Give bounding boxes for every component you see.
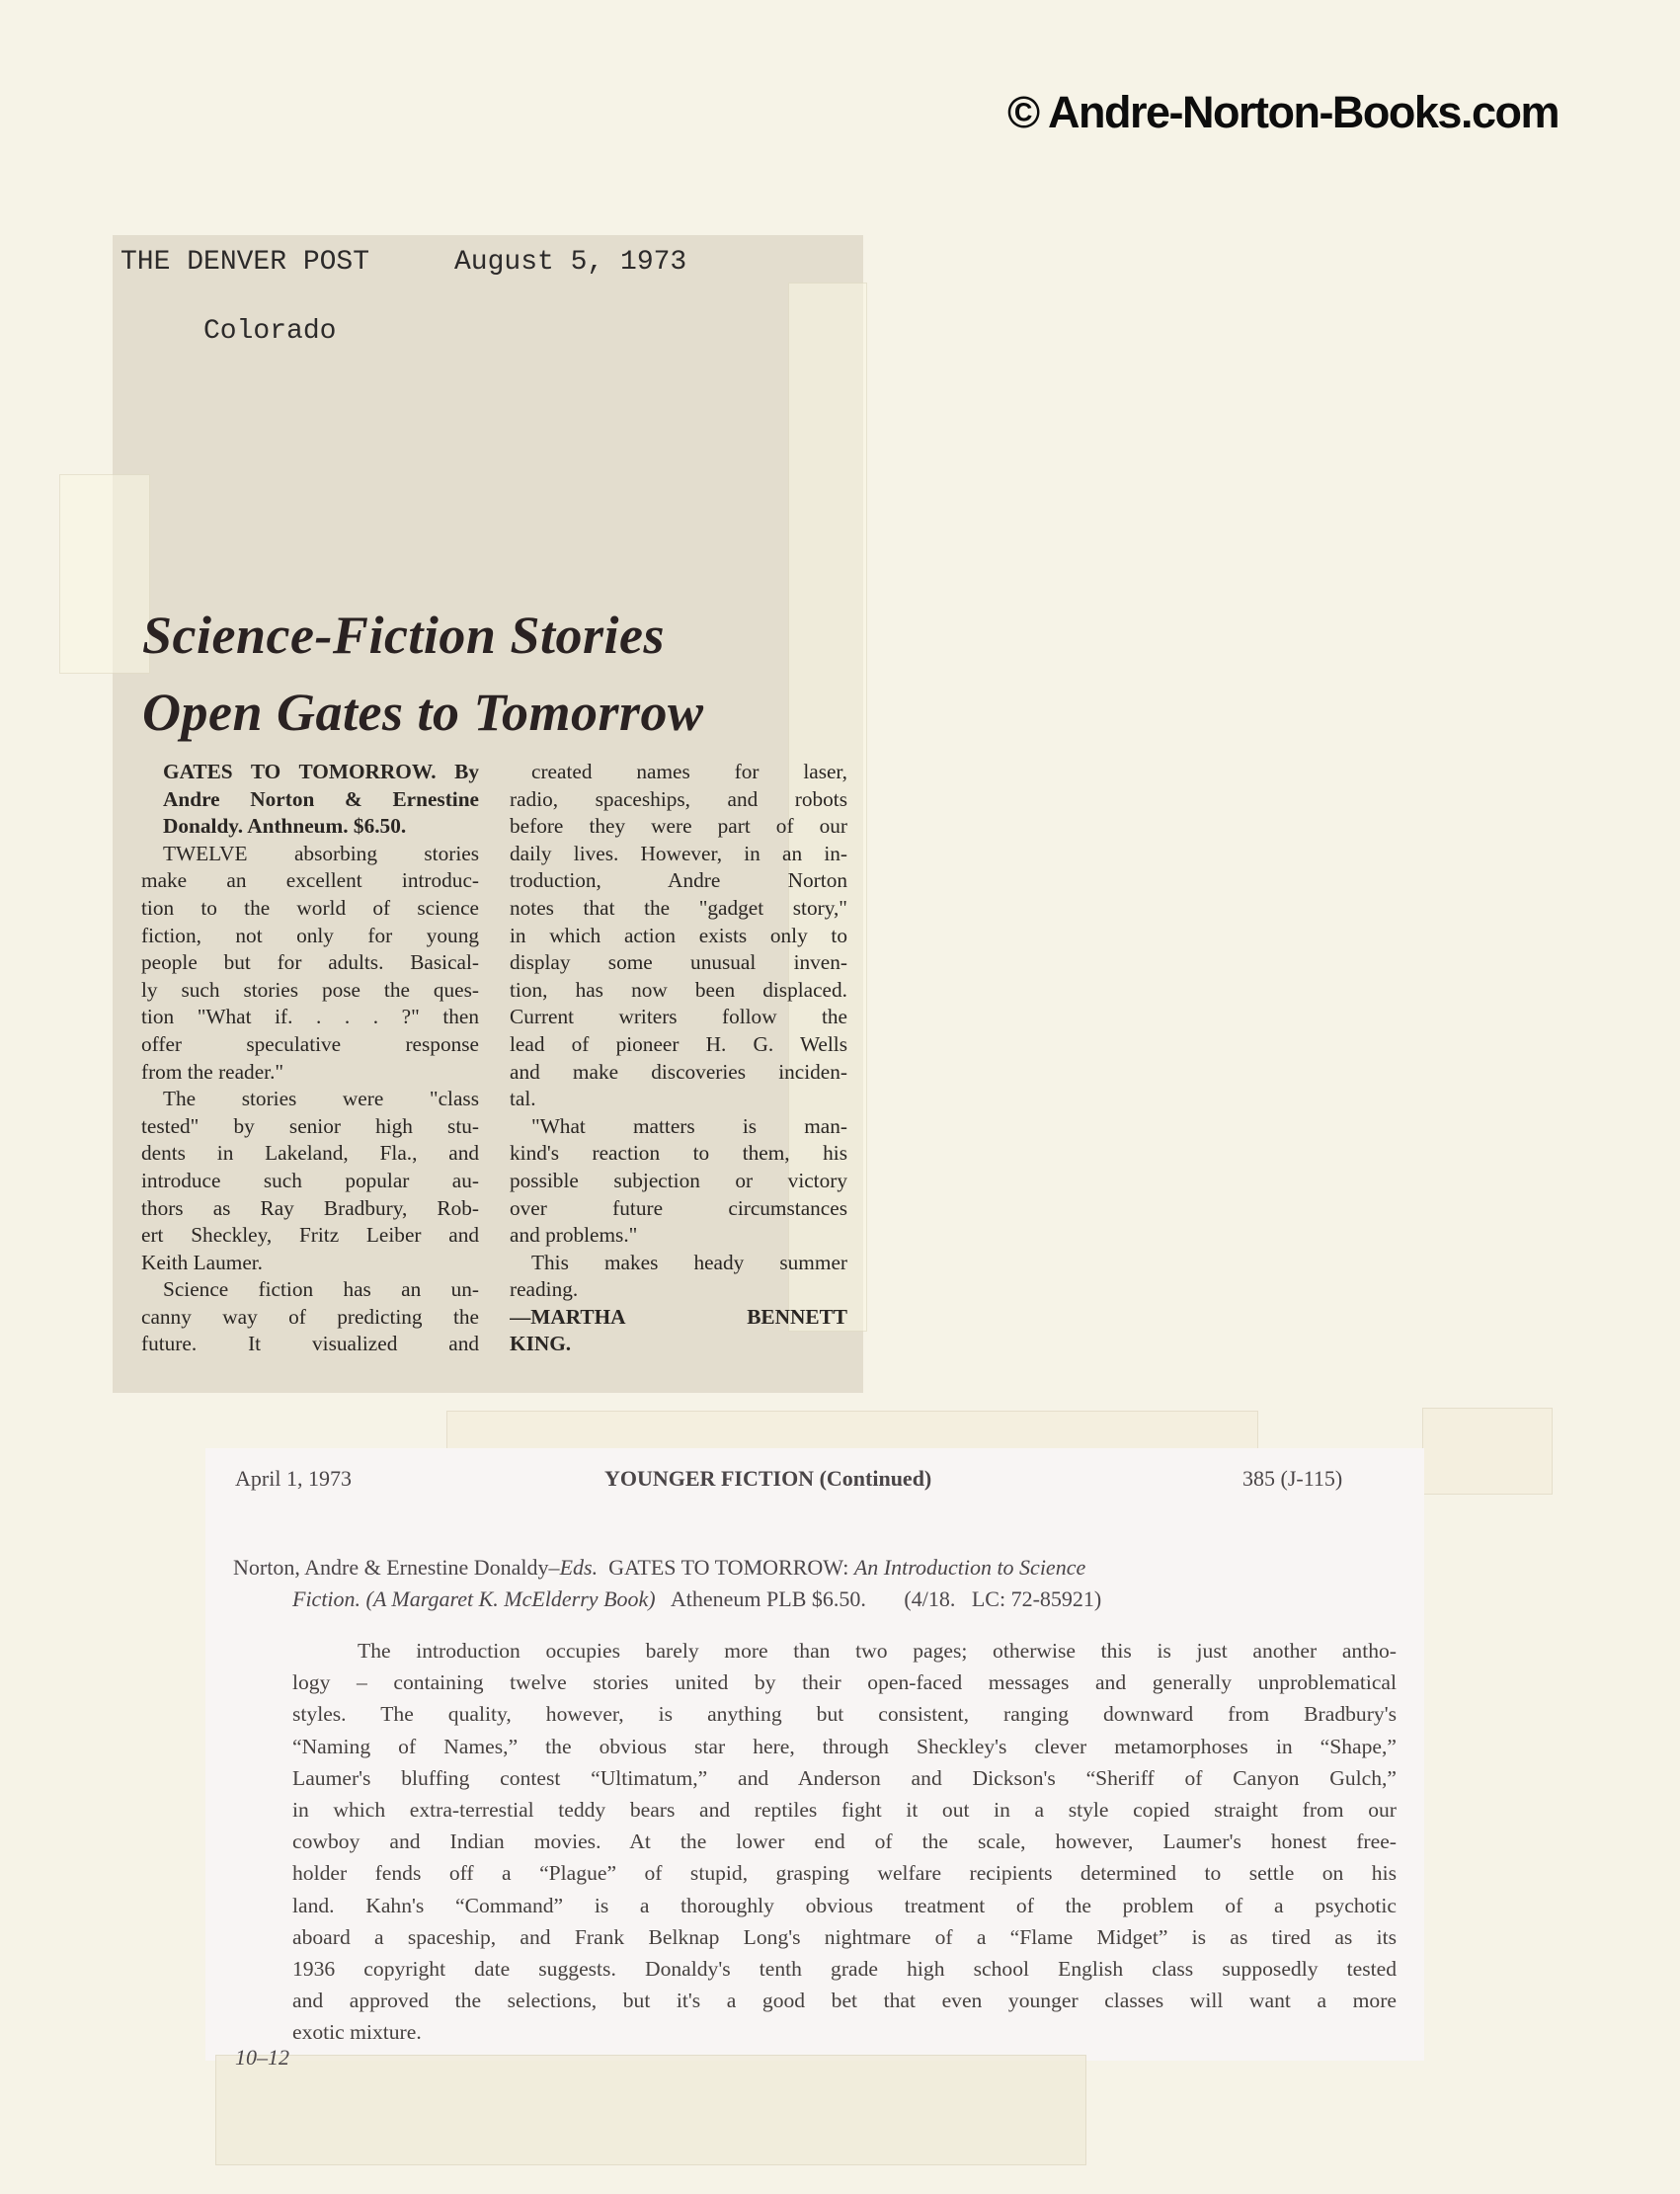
- article-line: fiction, not only for young: [141, 923, 479, 947]
- review-line: aboard a spaceship, and Frank Belknap Long's nightmare of a “Flame Midget” is as tired as its: [292, 1924, 1397, 1949]
- article-byline: —MARTHA BENNETT: [510, 1304, 847, 1329]
- citation-subtitle: An Introduction to Science: [853, 1555, 1086, 1580]
- headline-line-2: Open Gates to Tomorrow: [142, 683, 704, 742]
- article-right-column: [510, 759, 847, 1358]
- review-line: logy – containing twelve stories united by their open-faced messages and generally unproblematical: [292, 1670, 1397, 1695]
- article-line: TWELVE absorbing stories: [163, 841, 479, 865]
- article-line: Keith Laumer.: [141, 1250, 264, 1274]
- article-line: before they were part of our: [510, 814, 847, 839]
- tape-strip: [1422, 1408, 1553, 1495]
- article-line: thors as Ray Bradbury, Rob-: [141, 1195, 479, 1220]
- article-line: possible subjection or victory: [510, 1168, 847, 1192]
- article-line: daily lives. However, in an in-: [510, 841, 847, 865]
- article-line: Andre Norton & Ernestine: [163, 786, 479, 811]
- article-line: people but for adults. Basical-: [141, 950, 479, 975]
- tape-strip: [215, 2055, 1086, 2165]
- review-line: cowboy and Indian movies. At the lower end of the scale, however, Laumer's honest free-: [292, 1829, 1397, 1854]
- review-line: in which extra-terrestial teddy bears and reptiles fight it out in a style copied straight from our: [292, 1798, 1397, 1823]
- citation-title: GATES TO TOMORROW:: [608, 1555, 849, 1580]
- citation-grade: (4/18.: [904, 1586, 956, 1611]
- article-line: tion to the world of science: [141, 895, 479, 920]
- article-line: created names for laser,: [531, 760, 847, 783]
- review-line: styles. The quality, however, is anything but consistent, ranging downward from Bradbury's: [292, 1702, 1397, 1727]
- article-line: display some unusual inven-: [510, 950, 847, 975]
- article-line: Donaldy. Anthneum. $6.50.: [163, 814, 407, 839]
- article-line: Current writers follow the: [510, 1005, 847, 1029]
- citation-publisher-price: Atheneum PLB $6.50.: [670, 1586, 866, 1611]
- review-citation-line-1: [233, 1555, 1085, 1581]
- article-line: kind's reaction to them, his: [510, 1141, 847, 1166]
- headline-line-1: Science-Fiction Stories: [142, 606, 665, 665]
- article-line: radio, spaceships, and robots: [510, 786, 847, 811]
- article-line: Science fiction has an un-: [163, 1277, 479, 1302]
- article-line: from the reader.": [141, 1059, 284, 1084]
- publication-state: Colorado: [203, 316, 337, 347]
- article-line: reading.: [510, 1277, 579, 1302]
- article-line: in which action exists only to: [510, 923, 847, 947]
- article-line: and make discoveries inciden-: [510, 1059, 847, 1084]
- review-body: [292, 1635, 1397, 2049]
- article-left-column: [141, 759, 479, 1358]
- review-line: 1936 copyright date suggests. Donaldy's tenth grade high school English class supposedly tested: [292, 1957, 1397, 1982]
- article-line: canny way of predicting the: [141, 1304, 479, 1329]
- article-line: introduce such popular au-: [141, 1168, 479, 1192]
- review-line: land. Kahn's “Command” is a thoroughly obvious treatment of the problem of a psychotic: [292, 1893, 1397, 1917]
- article-line: "What matters is man-: [531, 1113, 847, 1138]
- publication-name: THE DENVER POST: [120, 247, 370, 278]
- article-line: future. It visualized and: [141, 1332, 479, 1356]
- review-line: exotic mixture.: [292, 2020, 422, 2045]
- publication-date: August 5, 1973: [454, 247, 687, 278]
- article-byline: KING.: [510, 1332, 572, 1356]
- tape-strip: [59, 474, 150, 674]
- article-line: tal.: [510, 1087, 536, 1111]
- review-grade-range: 10–12: [235, 2045, 289, 2070]
- article-line: lead of pioneer H. G. Wells: [510, 1031, 847, 1056]
- article-line: tion, has now been displaced.: [510, 977, 847, 1002]
- article-line: GATES TO TOMORROW. By: [163, 760, 479, 783]
- article-line: tion "What if. . . . ?" then: [141, 1005, 479, 1029]
- review-line: Laumer's bluffing contest “Ultimatum,” and Anderson and Dickson's “Sheriff of Canyon Gulch,”: [292, 1765, 1397, 1790]
- review-line: “Naming of Names,” the obvious star here, through Sheckley's clever metamorphoses in “Shape,”: [292, 1734, 1397, 1758]
- article-line: This makes heady summer: [531, 1250, 847, 1274]
- article-line: notes that the "gadget story,": [510, 895, 847, 920]
- copyright-watermark: © Andre-Norton-Books.com: [1007, 87, 1559, 137]
- citation-authors: Norton, Andre & Ernestine Donaldy–: [233, 1555, 560, 1580]
- article-line: make an excellent introduc-: [141, 868, 479, 893]
- review-page-number: 385 (J-115): [1242, 1466, 1343, 1491]
- review-citation-line-2: [292, 1586, 1101, 1612]
- article-line: offer speculative response: [141, 1031, 479, 1056]
- article-line: The stories were "class: [163, 1087, 479, 1111]
- citation-series: Fiction. (A Margaret K. McElderry Book): [292, 1586, 656, 1611]
- article-line: dents in Lakeland, Fla., and: [141, 1141, 479, 1166]
- review-date: April 1, 1973: [235, 1466, 352, 1491]
- article-line: tested" by senior high stu-: [141, 1113, 479, 1138]
- article-line: troduction, Andre Norton: [510, 868, 847, 893]
- review-line: holder fends off a “Plague” of stupid, grasping welfare recipients determined to settle on his: [292, 1861, 1397, 1886]
- review-line: and approved the selections, but it's a good bet that even younger classes will want a more: [292, 1989, 1397, 2013]
- article-line: ly such stories pose the ques-: [141, 977, 479, 1002]
- article-line: and problems.": [510, 1223, 638, 1248]
- review-line: The introduction occupies barely more than two pages; otherwise this is just another antho-: [358, 1639, 1397, 1663]
- review-section-title: YOUNGER FICTION (Continued): [604, 1466, 932, 1491]
- citation-lc-number: LC: 72-85921): [971, 1586, 1102, 1611]
- article-line: ert Sheckley, Fritz Leiber and: [141, 1223, 479, 1248]
- citation-eds: Eds.: [559, 1555, 599, 1580]
- article-line: over future circumstances: [510, 1195, 847, 1220]
